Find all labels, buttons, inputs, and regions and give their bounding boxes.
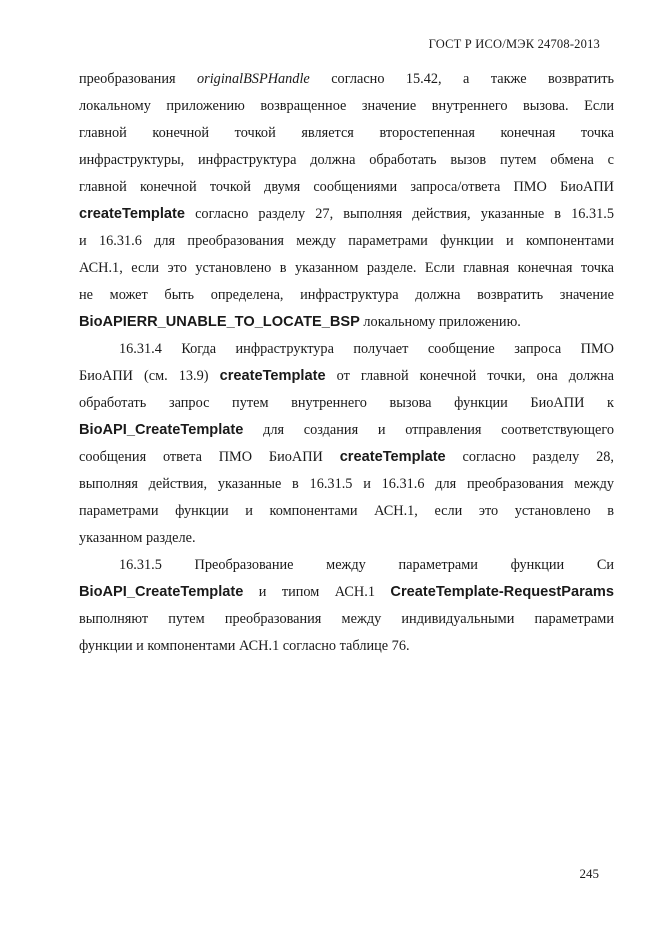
text-run: БиоАПИ (см. 13.9) bbox=[79, 368, 220, 384]
page-body bbox=[79, 66, 614, 660]
text-run: согласно разделу 27, выполняя действия, указанные в 16.31.5 bbox=[185, 206, 614, 222]
page-number: 245 bbox=[579, 866, 599, 881]
code-identifier: BioAPI_CreateTemplate bbox=[79, 422, 244, 438]
code-identifier: BioAPI_CreateTemplate bbox=[79, 584, 244, 600]
text-run: согласно разделу 28, bbox=[445, 449, 615, 465]
body-line bbox=[79, 201, 614, 228]
code-identifier: CreateTemplate-RequestParams bbox=[390, 584, 614, 600]
body-line: главной конечной точкой двумя сообщениями запроса/ответа ПМО БиоАПИ bbox=[79, 179, 614, 195]
body-line: главной конечной точкой является второстепенная конечная точка bbox=[79, 125, 614, 141]
body-line: не может быть определена, инфраструктура должна возвратить значение bbox=[79, 287, 614, 303]
code-identifier: createTemplate bbox=[79, 206, 185, 222]
document-header: ГОСТ Р ИСО/МЭК 24708-2013 bbox=[428, 37, 600, 51]
text-run: сообщения ответа ПМО БиоАПИ bbox=[79, 449, 340, 465]
body-line: 16.31.5 Преобразование между параметрами функции Си bbox=[119, 557, 614, 573]
body-line: функции и компонентами АСН.1 согласно таблице 76. bbox=[79, 638, 410, 654]
text-run: локальному приложению. bbox=[359, 314, 521, 330]
body-line: обработать запрос путем внутреннего вызова функции БиоАПИ к bbox=[79, 395, 614, 411]
body-line bbox=[79, 363, 614, 390]
text-run: от главной конечной точки, она должна bbox=[325, 368, 614, 384]
body-line: АСН.1, если это установлено в указанном разделе. Если главная конечная точка bbox=[79, 260, 614, 276]
body-line bbox=[79, 444, 614, 471]
code-identifier: originalBSPHandle bbox=[197, 71, 310, 87]
body-line: и 16.31.6 для преобразования между параметрами функции и компонентами bbox=[79, 233, 614, 249]
code-identifier: BioAPIERR_UNABLE_TO_LOCATE_BSP bbox=[79, 314, 360, 330]
text-run: согласно 15.42, а также возвратить bbox=[309, 71, 614, 87]
text-run: для создания и отправления соответствующего bbox=[243, 422, 614, 438]
body-line: выполняют путем преобразования между индивидуальными параметрами bbox=[79, 611, 614, 627]
body-line bbox=[79, 66, 614, 93]
body-line bbox=[79, 309, 614, 336]
body-line: инфраструктуры, инфраструктура должна обработать вызов путем обмена с bbox=[79, 152, 614, 168]
text-run: и типом АСН.1 bbox=[243, 584, 391, 600]
body-line bbox=[79, 417, 614, 444]
body-line: локальному приложению возвращенное значение внутреннего вызова. Если bbox=[79, 98, 614, 114]
body-line bbox=[79, 579, 614, 606]
code-identifier: createTemplate bbox=[219, 368, 326, 384]
body-line: указанном разделе. bbox=[79, 530, 196, 546]
code-identifier: createTemplate bbox=[339, 449, 446, 465]
body-line: параметрами функции и компонентами АСН.1, если это установлено в bbox=[79, 503, 614, 519]
text-run: преобразования bbox=[79, 71, 197, 87]
body-line: выполняя действия, указанные в 16.31.5 и 16.31.6 для преобразования между bbox=[79, 476, 614, 492]
body-line: 16.31.4 Когда инфраструктура получает сообщение запроса ПМО bbox=[119, 341, 614, 357]
